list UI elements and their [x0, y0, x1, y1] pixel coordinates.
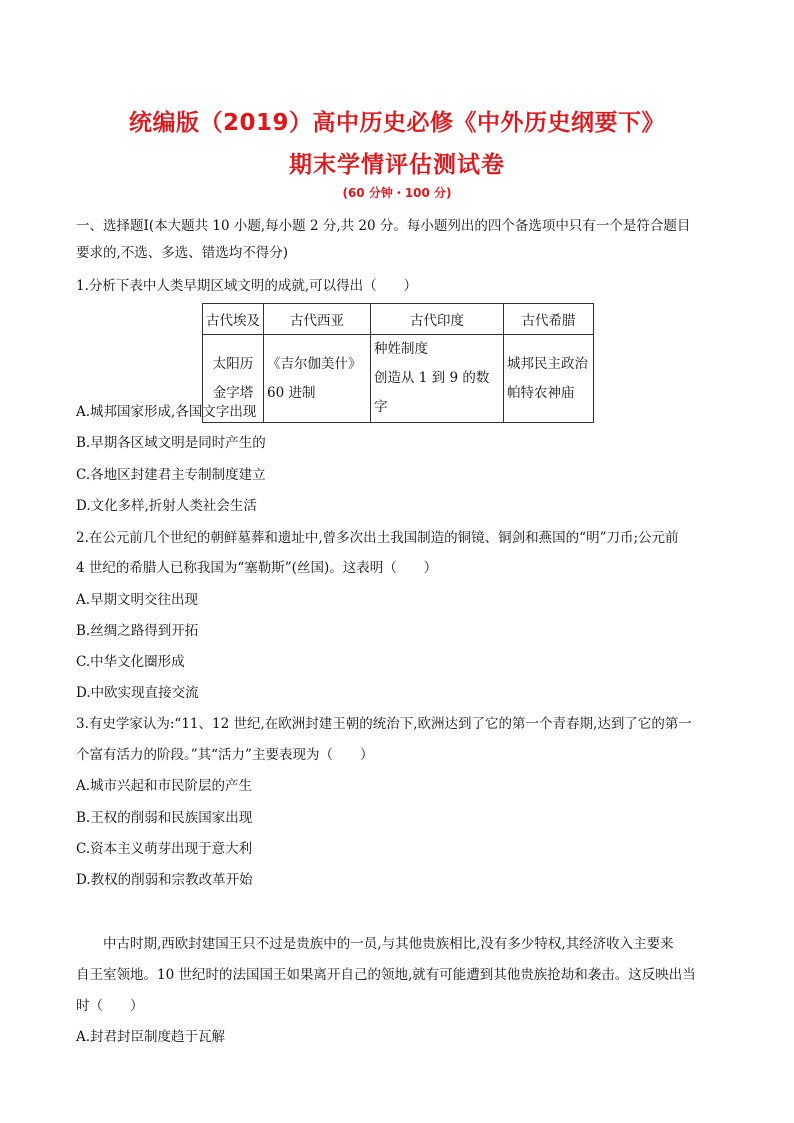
option-d[interactable]: D.教权的削弱和宗教改革开始: [76, 872, 253, 888]
option-b[interactable]: B.丝绸之路得到开拓: [76, 623, 199, 639]
section-instructions-cont: 要求的,不选、多选、错选均不得分): [76, 245, 289, 261]
question-2-stem-cont: 4 世纪的希腊人已称我国为“塞勒斯”(丝国)。这表明（ ）: [76, 560, 438, 576]
table-row: [203, 335, 594, 423]
cell-line: 金字塔: [212, 384, 254, 401]
table-cell: [371, 335, 504, 423]
civilization-table: [202, 303, 594, 423]
option-c[interactable]: C.中华文化圈形成: [76, 654, 185, 670]
table-cell: [264, 335, 371, 423]
question-3-stem: 3.有史学家认为:“11、12 世纪,在欧洲封建王朝的统治下,欧洲达到了它的第一个青春期,达到了它的第一: [76, 716, 692, 732]
question-4-stem: 中古时期,西欧封建国王只不过是贵族中的一员,与其他贵族相比,没有多少特权,其经济收入主要来: [76, 936, 674, 952]
option-a[interactable]: A.城市兴起和市民阶层的产生: [76, 778, 253, 794]
option-b[interactable]: B.早期各区域文明是同时产生的: [76, 435, 266, 451]
cell-line: 《吉尔伽美什》: [267, 355, 362, 372]
cell-line: 城邦民主政治: [507, 355, 588, 372]
option-a[interactable]: A.早期文明交往出现: [76, 592, 199, 608]
exam-subtitle: 期末学情评估测试卷: [289, 152, 505, 178]
option-c[interactable]: C.资本主义萌芽出现于意大利: [76, 841, 253, 857]
exam-title: 统编版（2019）高中历史必修《中外历史纲要下》: [128, 110, 665, 136]
option-d[interactable]: D.文化多样,折射人类社会生活: [76, 498, 257, 514]
table-cell: [504, 335, 594, 423]
cell-line: 60 进制: [267, 384, 316, 401]
cell-line: 帕特农神庙: [507, 384, 575, 401]
table-header-cell: 古代埃及: [203, 304, 264, 335]
option-a[interactable]: A.封君封臣制度趋于瓦解: [76, 1029, 226, 1045]
cell-line: 太阳历: [212, 355, 254, 372]
section-instructions: 一、选择题Ⅰ(本大题共 10 小题,每小题 2 分,共 20 分。每小题列出的四个备选项中只有一个是符合题目: [76, 218, 691, 234]
option-c[interactable]: C.各地区封建君主专制制度建立: [76, 467, 266, 483]
cell-line: 种姓制度: [374, 341, 428, 357]
question-2-stem: 2.在公元前几个世纪的朝鲜墓葬和遗址中,曾多次出土我国制造的铜镜、铜剑和燕国的“明”刀币;公元前: [76, 530, 679, 546]
time-score-note: (60 分钟・100 分): [342, 186, 452, 200]
question-4-stem-cont: 自王室领地。10 世纪时的法国国王如果离开自己的领地,就有可能遭到其他贵族抢劫和袭击。这反映出当: [76, 967, 696, 983]
table-header-row: [203, 304, 594, 335]
option-d[interactable]: D.中欧实现直接交流: [76, 685, 199, 701]
option-b[interactable]: B.王权的削弱和民族国家出现: [76, 810, 253, 826]
table-header-cell: 古代西亚: [264, 304, 371, 335]
table-header-cell: 古代希腊: [504, 304, 594, 335]
cell-line: 创造从 1 到 9 的数字: [374, 370, 490, 415]
question-3-stem-cont: 个富有活力的阶段。”其“活力”主要表现为（ ）: [76, 747, 374, 763]
question-1-stem: 1.分析下表中人类早期区域文明的成就,可以得出（ ）: [76, 278, 418, 294]
option-a[interactable]: A.城邦国家形成,各国文字出现: [76, 404, 257, 420]
table-header-cell: 古代印度: [371, 304, 504, 335]
question-4-stem-end: 时（ ）: [76, 998, 144, 1014]
